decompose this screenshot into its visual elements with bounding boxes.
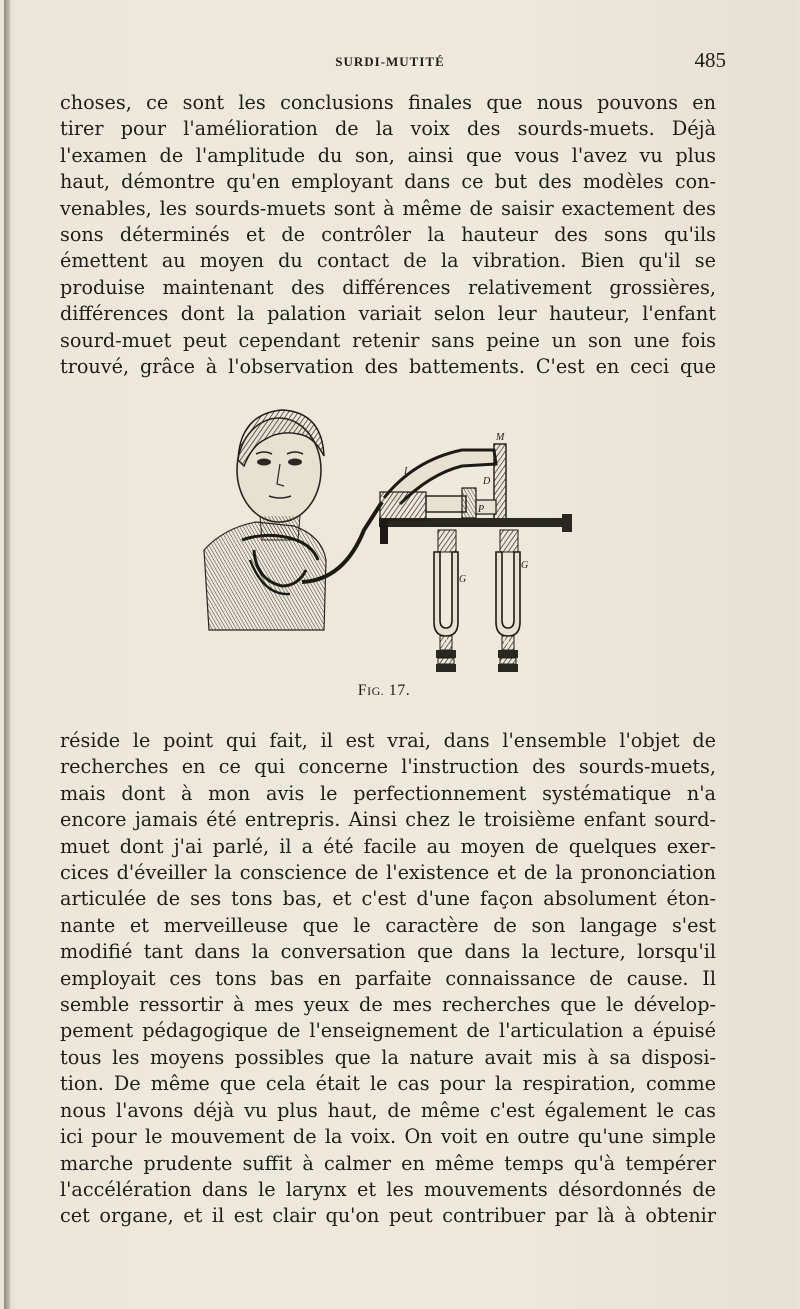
text-line: encore jamais été entrepris. Ainsi chez le troisième enfant sourd- xyxy=(60,808,716,832)
label-g-right: G xyxy=(521,560,529,571)
label-sl-left: Sl xyxy=(441,638,448,647)
text-line: articulée de ses tons bas, et c'est d'une façon absolument éton- xyxy=(60,887,716,911)
text-line: semble ressortir à mes yeux de mes recherches que le dévelop- xyxy=(60,993,716,1017)
text-line: recherches en ce qui concerne l'instruction des sourds-muets, xyxy=(60,755,716,779)
text-line: tirer pour l'amélioration de la voix des sourds-muets. Déjà xyxy=(60,117,716,141)
text-line: marche prudente suffit à calmer en même temps qu'à tempérer xyxy=(60,1151,716,1175)
text-line: réside le point qui fait, il est vrai, dans l'ensemble l'objet de xyxy=(60,729,716,752)
text-line: l'examen de l'amplitude du son, ainsi que vous l'avez vu plus xyxy=(60,143,716,167)
paragraph-bottom xyxy=(60,728,716,1230)
text-line: cet organe, et il est clair qu'on peut contribuer par là à obtenir xyxy=(60,1204,716,1228)
text-line: employait ces tons bas en parfaite connaissance de cause. Il xyxy=(60,966,716,990)
label-i: I xyxy=(404,466,408,477)
text-line: haut, démontre qu'en employant dans ce but des modèles con- xyxy=(60,170,716,194)
running-title: SURDI-MUTITÉ xyxy=(335,54,445,69)
child-portrait xyxy=(204,410,326,630)
label-m: M xyxy=(496,432,505,443)
paragraph-top xyxy=(60,90,716,380)
book-page xyxy=(4,0,796,1309)
label-p: P xyxy=(478,504,485,515)
text-line: tion. De même que cela était le cas pour la respiration, comme xyxy=(60,1072,716,1096)
figure-illustration xyxy=(194,400,584,690)
caption-number: 17. xyxy=(388,682,411,699)
text-line: trouvé, grâce à l'observation des battements. C'est en ceci que xyxy=(60,355,716,379)
page-spine-shadow xyxy=(4,0,10,1309)
label-d: D xyxy=(483,476,491,487)
label-sl-right: Sl xyxy=(503,638,510,647)
caption-smallcaps: IG. xyxy=(367,684,385,698)
text-line: nante et merveilleuse que le caractère de son langage s'est xyxy=(60,913,716,937)
label-g-left: G xyxy=(459,574,467,585)
page-header xyxy=(60,48,726,74)
text-line: émettent au moyen du contact de la vibration. Bien qu'il se xyxy=(60,249,716,273)
tuning-fork-apparatus xyxy=(379,444,572,672)
engraving-drawing xyxy=(194,400,584,690)
text-line: sourd-muet peut cependant retenir sans peine un son une fois xyxy=(60,328,716,352)
text-line: muet dont j'ai parlé, il a été facile au moyen de quelques exer- xyxy=(60,834,716,858)
text-line: modifié tant dans la conversation que dans la lecture, lorsqu'il xyxy=(60,940,716,964)
caption-prefix: F xyxy=(357,682,368,699)
figure-caption xyxy=(4,682,764,700)
text-line: pement pédagogique de l'enseignement de l'articulation a épuisé xyxy=(60,1019,716,1043)
page-number: 485 xyxy=(694,48,726,72)
text-line: produise maintenant des différences relativement grossières, xyxy=(60,275,716,299)
text-line: différences dont la palation variait selon leur hauteur, l'enfant xyxy=(60,302,716,326)
text-line: mais dont à mon avis le perfectionnement systématique n'a xyxy=(60,781,716,805)
text-line: ici pour le mouvement de la voix. On voit en outre qu'une simple xyxy=(60,1125,716,1149)
text-line: nous l'avons déjà vu plus haut, de même c'est également le cas xyxy=(60,1098,716,1122)
text-line: venables, les sourds-muets sont à même de saisir exactement des xyxy=(60,196,716,220)
text-line: sons déterminés et de contrôler la hauteur des sons qu'ils xyxy=(60,223,716,247)
text-line: l'accélération dans le larynx et les mouvements désordonnés de xyxy=(60,1177,716,1201)
text-line: cices d'éveiller la conscience de l'existence et de la prononciation xyxy=(60,861,716,885)
text-line: tous les moyens possibles que la nature avait mis à sa disposi- xyxy=(60,1045,716,1069)
text-line: choses, ce sont les conclusions finales que nous pouvons en xyxy=(60,91,716,114)
